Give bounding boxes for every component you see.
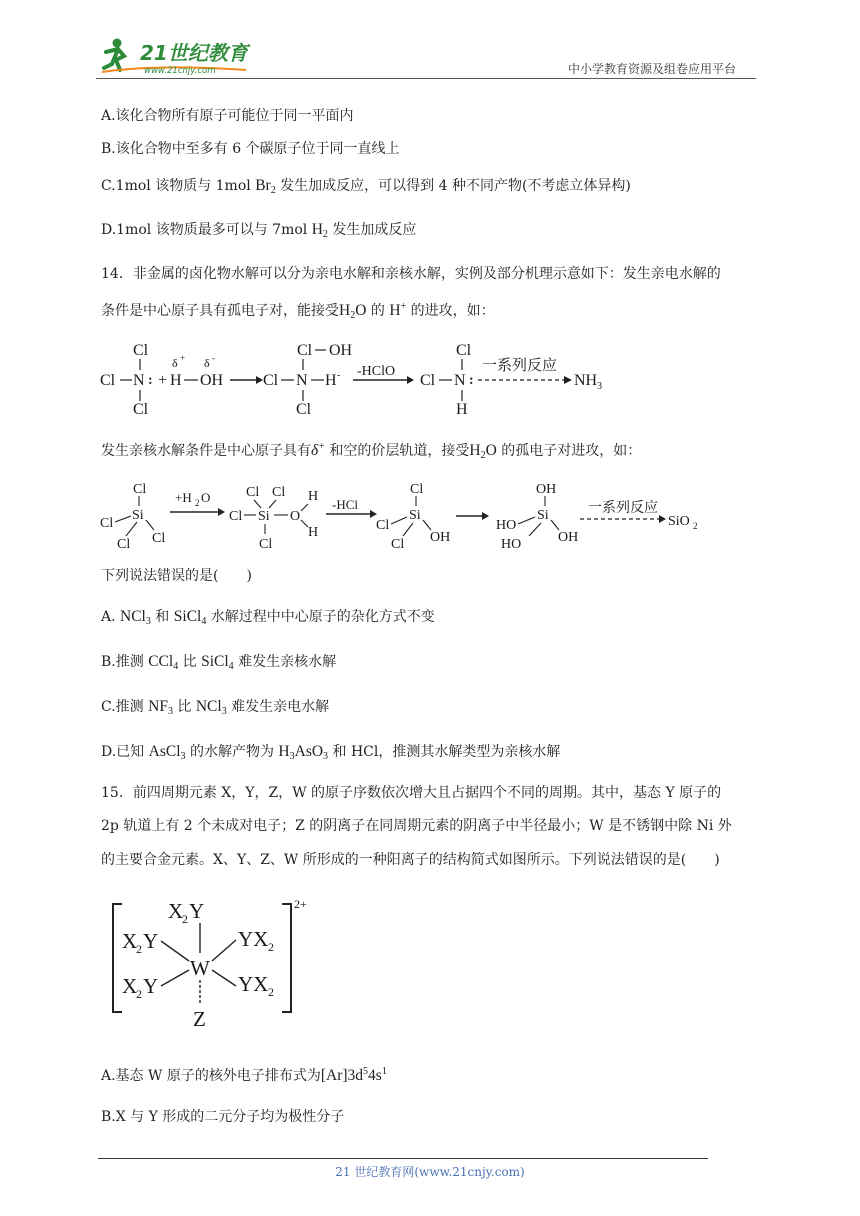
q13-option-a: A.该化合物所有原子可能位于同一平面内 [101, 108, 354, 124]
svg-text:W: W [190, 956, 210, 980]
arrow-h2o-label: +H [175, 490, 192, 505]
svg-text:Si: Si [409, 508, 421, 523]
q13-option-b: B.该化合物中至多有 6 个碳原子位于同一直线上 [101, 141, 400, 157]
arrow-hclo-label: -HClO [357, 364, 396, 379]
svg-text:Y: Y [143, 974, 159, 998]
header-platform-text: 中小学教育资源及组卷应用平台 [568, 62, 737, 76]
q13-c-pre: C.1mol 该物质与 1mol [101, 178, 256, 194]
electrophilic-hydrolysis-scheme [96, 334, 656, 424]
svg-text:-: - [337, 370, 341, 381]
formula-delta-plus: δ+ [311, 441, 325, 459]
svg-text:Cl: Cl [133, 482, 147, 497]
q14-a-mid: 和 [150, 609, 174, 625]
charge-label: 2+ [294, 897, 307, 911]
q14-l2a: 条件是中心原子具有孤电子对，能接受 [101, 303, 339, 319]
q14-d-mid2: 和 HCl，推测其水解类型为亲核水解 [328, 744, 561, 760]
site-logo [96, 34, 266, 78]
config-core: [Ar]3d [320, 1067, 364, 1084]
arrow-hcl-label: -HCl [332, 497, 358, 512]
svg-text:Cl: Cl [410, 482, 424, 497]
svg-text:Cl: Cl [117, 537, 131, 552]
svg-text:Si: Si [258, 509, 270, 524]
svg-text:N: N [296, 372, 308, 389]
svg-text:O: O [201, 490, 211, 505]
svg-text:2: 2 [268, 940, 274, 954]
svg-text:Cl: Cl [263, 372, 279, 389]
q14-option-a [101, 607, 435, 627]
q14-l3c: 的孤电子对进攻，如： [496, 443, 642, 459]
svg-text:Cl: Cl [456, 342, 472, 359]
svg-text:Y: Y [143, 929, 159, 953]
q13-option-d [101, 220, 416, 240]
q15-option-a [101, 1066, 387, 1086]
svg-text:3: 3 [597, 381, 602, 392]
svg-text:OH: OH [558, 530, 579, 545]
q14-b-mid: 比 [178, 654, 202, 670]
svg-text:H: H [325, 372, 337, 389]
logo-url: www.21cnjy.com [144, 66, 216, 76]
svg-text:Si: Si [132, 508, 144, 523]
q14-option-d [101, 742, 560, 762]
q14-option-c [101, 697, 329, 717]
runner-logo-icon [96, 34, 266, 78]
q15-a-pre: A.基态 W 原子的核外电子排布式为 [101, 1068, 321, 1084]
svg-text:OH: OH [329, 342, 353, 359]
svg-text:N: N [133, 372, 145, 389]
q13-d-post: 发生加成反应 [327, 222, 417, 238]
svg-text:Z: Z [193, 1007, 206, 1031]
q14-a-post: 水解过程中中心原子的杂化方式不变 [206, 609, 435, 625]
logo-text: 21世纪教育 [140, 41, 248, 65]
formula-nf3: $NF_3$ [148, 698, 173, 717]
svg-text:X: X [168, 899, 184, 923]
series-reaction-label-2: 一系列反应 [588, 500, 658, 516]
formula-ccl4: CCl$_4$ [148, 653, 179, 672]
svg-text:-: - [212, 353, 215, 363]
svg-text:2: 2 [195, 498, 200, 508]
svg-text:NH: NH [574, 372, 598, 389]
formula-h2: $H_2$ [311, 221, 328, 240]
q15-stem-line3: 的主要合金元素。X、Y、Z、W 所形成的一种阳离子的结构简式如图所示。下列说法错误的是( ) [101, 852, 720, 868]
series-reaction-label-1: 一系列反应 [482, 356, 558, 374]
svg-text:H: H [308, 489, 319, 504]
q14-b-post: 难发生亲核水解 [233, 654, 337, 670]
svg-text:Cl: Cl [246, 485, 260, 500]
svg-text:Cl: Cl [133, 401, 149, 418]
formula-ncl3-2: NCl$_3$ [195, 698, 227, 717]
q14-question: 下列说法错误的是( ) [101, 568, 252, 584]
svg-text:2: 2 [182, 912, 188, 926]
q14-stem-line2 [101, 301, 495, 321]
formula-sicl4-2: SiCl$_4$ [201, 653, 234, 672]
svg-text:Cl: Cl [296, 401, 312, 418]
svg-text:Cl: Cl [133, 342, 149, 359]
svg-text:OH: OH [200, 372, 224, 389]
svg-text:2: 2 [136, 987, 142, 1001]
formula-h3aso3: $H_3AsO_3$ [278, 743, 329, 762]
q15-stem-line1: 15．前四周期元素 X，Y，Z，W 的原子序数依次增大且占据四个不同的周期。其中，基态 Y 原子的 [101, 785, 722, 801]
svg-text:SiO: SiO [668, 514, 690, 529]
svg-text:Cl: Cl [100, 372, 116, 389]
delta-plus-label: δ [172, 356, 178, 370]
svg-text:Cl: Cl [229, 509, 243, 524]
svg-text:H: H [170, 372, 182, 389]
q13-d-pre: D.1mol 该物质最多可以与 7mol [101, 222, 312, 238]
q14-stem-line1: 14．非金属的卤化物水解可以分为亲电水解和亲核水解，实例及部分机理示意如下：发生亲电水解的 [101, 266, 721, 282]
config-4s: 4s [368, 1067, 382, 1084]
config-sup-1: 1 [381, 1066, 387, 1077]
svg-text:Cl: Cl [391, 537, 405, 552]
q14-a-pre: A. [101, 609, 121, 625]
svg-text:OH: OH [430, 530, 451, 545]
q14-l2c: 的进攻，如： [406, 303, 495, 319]
electron-configuration [321, 1067, 387, 1084]
delta-minus-label: δ [204, 356, 210, 370]
q14-l3b: 和空的价层轨道，接受 [324, 443, 470, 459]
formula-ascl3: AsCl$_3$ [148, 743, 186, 762]
header-divider [96, 78, 756, 79]
q14-d-mid1: 的水解产物为 [185, 744, 279, 760]
svg-text:Cl: Cl [376, 518, 390, 533]
svg-text:HO: HO [501, 537, 522, 552]
svg-text:+: + [180, 353, 186, 363]
svg-text:2: 2 [268, 985, 274, 999]
svg-text:Cl: Cl [259, 537, 273, 552]
svg-text:N: N [454, 372, 466, 389]
nucleophilic-hydrolysis-scheme [96, 478, 716, 558]
formula-h2o: $H_2O$ [339, 302, 367, 321]
svg-text:+: + [158, 372, 168, 389]
complex-cation-structure [108, 896, 318, 1036]
q14-c-pre: C.推测 [101, 699, 149, 715]
svg-text::: : [148, 373, 153, 388]
q14-c-mid: 比 [172, 699, 196, 715]
footer-divider [98, 1158, 708, 1159]
formula-h-plus: H+ [389, 301, 407, 319]
q15-stem-line2: 2p 轨道上有 2 个未成对电子；Z 的阴离子在同周期元素的阴离子中半径最小；W 是不锈钢中除 Ni 外 [101, 818, 732, 834]
svg-text:Y: Y [189, 899, 205, 923]
formula-h2o-2: $H_2O$ [469, 442, 497, 461]
q14-d-pre: D.已知 [101, 744, 149, 760]
svg-text::: : [469, 373, 474, 388]
svg-text:YX: YX [238, 972, 269, 996]
svg-text:HO: HO [496, 518, 517, 533]
svg-text:2: 2 [136, 942, 142, 956]
q14-stem-line3 [101, 441, 641, 461]
q13-c-post: 发生加成反应，可以得到 4 种不同产物(不考虑立体异构) [275, 178, 631, 194]
formula-sicl4: SiCl$_4$ [173, 608, 207, 627]
svg-text:Cl: Cl [297, 342, 313, 359]
formula-br2: $Br_2$ [255, 177, 276, 196]
q15-option-b: B.X 与 Y 形成的二元分子均为极性分子 [101, 1109, 345, 1125]
q14-b-pre: B.推测 [101, 654, 149, 670]
svg-text:Cl: Cl [420, 372, 436, 389]
svg-text:O: O [290, 509, 301, 524]
q14-l3a: 发生亲核水解条件是中心原子具有 [101, 443, 311, 459]
svg-text:X: X [122, 929, 138, 953]
svg-text:H: H [456, 401, 468, 418]
q14-c-post: 难发生亲电水解 [226, 699, 330, 715]
svg-text:Cl: Cl [152, 531, 166, 546]
svg-text:OH: OH [536, 482, 557, 497]
svg-text:H: H [308, 525, 319, 540]
svg-text:X: X [122, 974, 138, 998]
footer-link[interactable]: 21 世纪教育网(www.21cnjy.com) [335, 1165, 525, 1179]
q13-option-c [101, 176, 631, 196]
config-sup-5: 5 [363, 1066, 369, 1077]
svg-text:Cl: Cl [272, 485, 286, 500]
svg-text:Si: Si [537, 508, 549, 523]
svg-text:2: 2 [693, 521, 698, 531]
svg-text:Cl: Cl [100, 516, 114, 531]
q14-option-b [101, 652, 336, 672]
q14-l2b: 的 [366, 303, 390, 319]
svg-text:YX: YX [238, 927, 269, 951]
formula-ncl3: NCl$_3$ [120, 608, 151, 627]
